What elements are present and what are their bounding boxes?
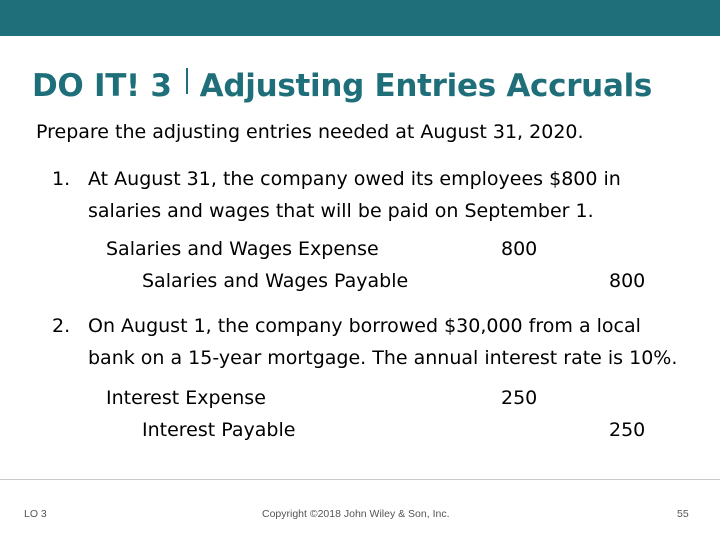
item-line-2: salaries and wages that will be paid on September 1.: [88, 200, 594, 222]
credit-amount: 800: [609, 270, 646, 292]
item-number: 1.: [52, 168, 71, 190]
title-separator: [186, 68, 188, 94]
slide-title: [32, 64, 652, 108]
copyright-notice: Copyright ©2018 John Wiley & Son, Inc.: [262, 508, 450, 520]
header-bar: [0, 0, 720, 36]
credit-amount: 250: [609, 419, 646, 441]
debit-account: Salaries and Wages Expense: [106, 238, 379, 260]
debit-amount: 800: [501, 238, 538, 260]
title-prefix: DO IT! 3: [32, 68, 172, 104]
credit-account: Salaries and Wages Payable: [142, 270, 409, 292]
debit-amount: 250: [501, 387, 538, 409]
item-line-1: At August 31, the company owed its employees $800 in: [88, 168, 621, 190]
page-number: 55: [677, 508, 689, 520]
item-number: 2.: [52, 315, 71, 337]
item-line-1: On August 1, the company borrowed $30,000 from a local: [88, 315, 641, 337]
item-line-2: bank on a 15-year mortgage. The annual interest rate is 10%.: [88, 347, 678, 369]
title-main: Adjusting Entries Accruals: [199, 68, 653, 104]
credit-account: Interest Payable: [142, 419, 296, 441]
footer-divider: [0, 479, 720, 480]
instruction-text: Prepare the adjusting entries needed at August 31, 2020.: [36, 121, 584, 143]
learning-objective: LO 3: [24, 508, 47, 520]
debit-account: Interest Expense: [106, 387, 266, 409]
